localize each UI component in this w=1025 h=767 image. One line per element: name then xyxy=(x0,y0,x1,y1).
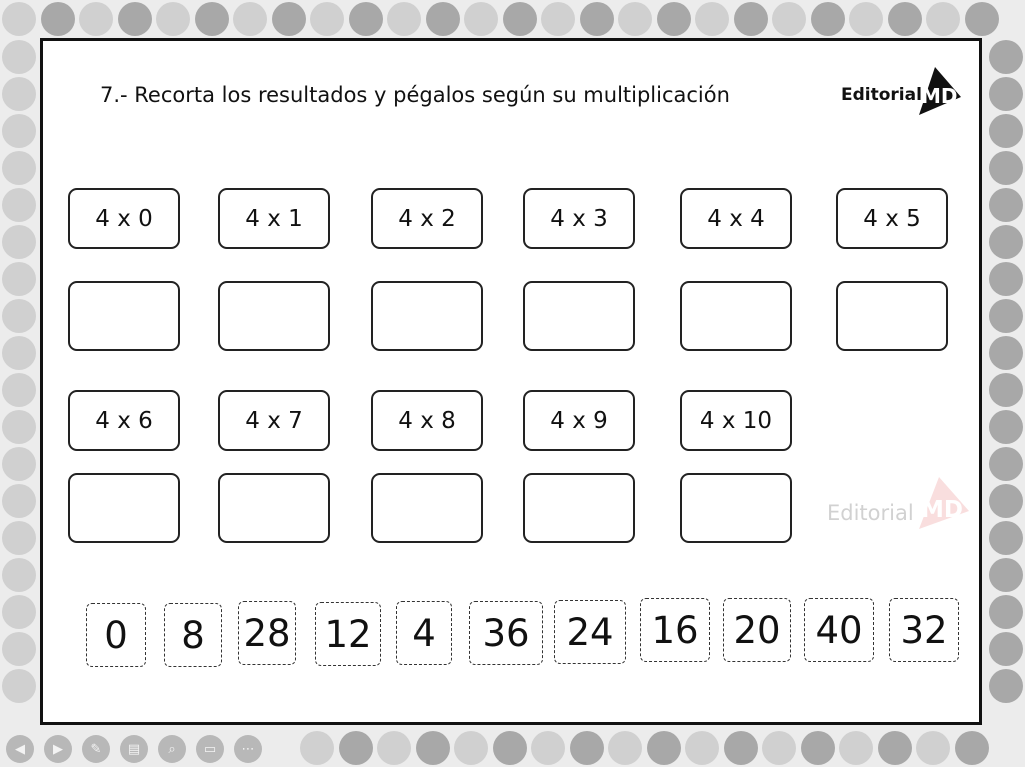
border-dot xyxy=(2,188,36,222)
border-dot xyxy=(989,225,1023,259)
border-dot xyxy=(618,2,652,36)
border-dot xyxy=(888,2,922,36)
md-watermark-icon xyxy=(913,475,971,531)
md-logo-icon xyxy=(913,65,963,117)
border-dot xyxy=(426,2,460,36)
watermark-text: Editorial xyxy=(827,501,914,525)
answer-cutout[interactable]: 8 xyxy=(164,603,222,667)
border-dot xyxy=(801,731,835,765)
subtitles-icon[interactable]: ▭ xyxy=(196,735,224,763)
border-dot xyxy=(989,632,1023,666)
previous-icon[interactable]: ◀ xyxy=(6,735,34,763)
border-dot xyxy=(878,731,912,765)
border-dot xyxy=(989,114,1023,148)
border-dot xyxy=(2,410,36,444)
border-dot xyxy=(195,2,229,36)
border-dot xyxy=(989,558,1023,592)
pen-icon[interactable]: ✎ xyxy=(82,735,110,763)
border-dot xyxy=(849,2,883,36)
answer-drop-box[interactable] xyxy=(523,281,635,351)
border-dot xyxy=(156,2,190,36)
border-dot xyxy=(416,731,450,765)
problem-box: 4 x 4 xyxy=(680,188,792,249)
answer-drop-box[interactable] xyxy=(836,281,948,351)
border-dot xyxy=(310,2,344,36)
border-dot xyxy=(2,632,36,666)
problem-box: 4 x 3 xyxy=(523,188,635,249)
border-dot xyxy=(734,2,768,36)
border-dot xyxy=(339,731,373,765)
border-dot xyxy=(493,731,527,765)
answer-cutout[interactable]: 12 xyxy=(315,602,381,666)
border-dot xyxy=(41,2,75,36)
border-dot xyxy=(2,262,36,296)
answer-cutout[interactable]: 32 xyxy=(889,598,959,662)
border-dot xyxy=(2,484,36,518)
border-dot xyxy=(724,731,758,765)
border-dot xyxy=(2,151,36,185)
logo-mark: MD xyxy=(921,84,958,108)
problem-box: 4 x 9 xyxy=(523,390,635,451)
editorial-md-logo xyxy=(841,65,966,117)
border-dot xyxy=(695,2,729,36)
answer-drop-box[interactable] xyxy=(68,473,180,543)
problem-box: 4 x 0 xyxy=(68,188,180,249)
answer-cutout[interactable]: 36 xyxy=(469,601,543,665)
border-dot xyxy=(2,114,36,148)
border-dot xyxy=(2,2,36,36)
problem-box: 4 x 5 xyxy=(836,188,948,249)
answer-cutout[interactable]: 4 xyxy=(396,601,452,665)
border-dot xyxy=(811,2,845,36)
problem-box: 4 x 2 xyxy=(371,188,483,249)
border-dot xyxy=(272,2,306,36)
answer-drop-box[interactable] xyxy=(371,473,483,543)
answer-cutout[interactable]: 16 xyxy=(640,598,710,662)
border-dot xyxy=(570,731,604,765)
border-dot xyxy=(955,731,989,765)
answer-cutout[interactable]: 0 xyxy=(86,603,146,667)
answer-drop-box[interactable] xyxy=(680,473,792,543)
zoom-icon[interactable]: ⌕ xyxy=(158,735,186,763)
border-dot xyxy=(2,77,36,111)
border-dot xyxy=(531,731,565,765)
border-dot xyxy=(989,669,1023,703)
border-dot xyxy=(118,2,152,36)
answer-drop-box[interactable] xyxy=(68,281,180,351)
logo-text: Editorial xyxy=(841,85,922,105)
border-dot xyxy=(2,40,36,74)
border-dot xyxy=(454,731,488,765)
slideshow-toolbar xyxy=(0,731,300,767)
border-dot xyxy=(965,2,999,36)
border-dot xyxy=(2,336,36,370)
problem-box: 4 x 1 xyxy=(218,188,330,249)
exercise-title: 7.- Recorta los resultados y pégalos según su multiplicación xyxy=(100,83,730,107)
next-icon[interactable]: ▶ xyxy=(44,735,72,763)
border-dot xyxy=(762,731,796,765)
border-dot xyxy=(647,731,681,765)
border-dot xyxy=(541,2,575,36)
answer-drop-box[interactable] xyxy=(218,473,330,543)
border-dot xyxy=(300,731,334,765)
answer-drop-box[interactable] xyxy=(680,281,792,351)
border-dot xyxy=(989,410,1023,444)
border-dot xyxy=(2,595,36,629)
answer-cutout[interactable]: 20 xyxy=(723,598,791,662)
border-dot xyxy=(2,373,36,407)
worksheet-page xyxy=(40,38,982,725)
border-dot xyxy=(989,151,1023,185)
border-dot xyxy=(2,669,36,703)
border-dot xyxy=(989,484,1023,518)
border-dot xyxy=(989,447,1023,481)
problem-box: 4 x 10 xyxy=(680,390,792,451)
border-dot xyxy=(989,188,1023,222)
editorial-md-watermark xyxy=(827,475,972,531)
border-dot xyxy=(916,731,950,765)
slides-icon[interactable]: ▤ xyxy=(120,735,148,763)
border-dot xyxy=(2,225,36,259)
answer-cutout[interactable]: 28 xyxy=(238,601,296,665)
border-dot xyxy=(989,299,1023,333)
border-dot xyxy=(233,2,267,36)
answer-cutout[interactable]: 24 xyxy=(554,600,626,664)
border-dot xyxy=(989,336,1023,370)
border-dot xyxy=(657,2,691,36)
answer-cutout[interactable]: 40 xyxy=(804,598,874,662)
border-dot xyxy=(989,77,1023,111)
problem-box: 4 x 8 xyxy=(371,390,483,451)
border-dot xyxy=(989,262,1023,296)
problem-box: 4 x 7 xyxy=(218,390,330,451)
border-dot xyxy=(2,447,36,481)
border-dot xyxy=(2,558,36,592)
border-dot xyxy=(772,2,806,36)
border-dot xyxy=(989,595,1023,629)
border-dot xyxy=(926,2,960,36)
border-dot xyxy=(503,2,537,36)
border-dot xyxy=(2,521,36,555)
border-dot xyxy=(608,731,642,765)
border-dot xyxy=(989,40,1023,74)
border-dot xyxy=(377,731,411,765)
border-dot xyxy=(464,2,498,36)
border-dot xyxy=(79,2,113,36)
border-dot xyxy=(2,299,36,333)
answer-drop-box[interactable] xyxy=(218,281,330,351)
border-dot xyxy=(387,2,421,36)
border-dot xyxy=(685,731,719,765)
problem-box: 4 x 6 xyxy=(68,390,180,451)
answer-drop-box[interactable] xyxy=(371,281,483,351)
watermark-mark: MD xyxy=(921,497,963,523)
border-dot xyxy=(349,2,383,36)
border-dot xyxy=(989,373,1023,407)
more-icon[interactable]: ⋯ xyxy=(234,735,262,763)
border-dot xyxy=(989,521,1023,555)
border-dot xyxy=(580,2,614,36)
border-dot xyxy=(839,731,873,765)
answer-drop-box[interactable] xyxy=(523,473,635,543)
